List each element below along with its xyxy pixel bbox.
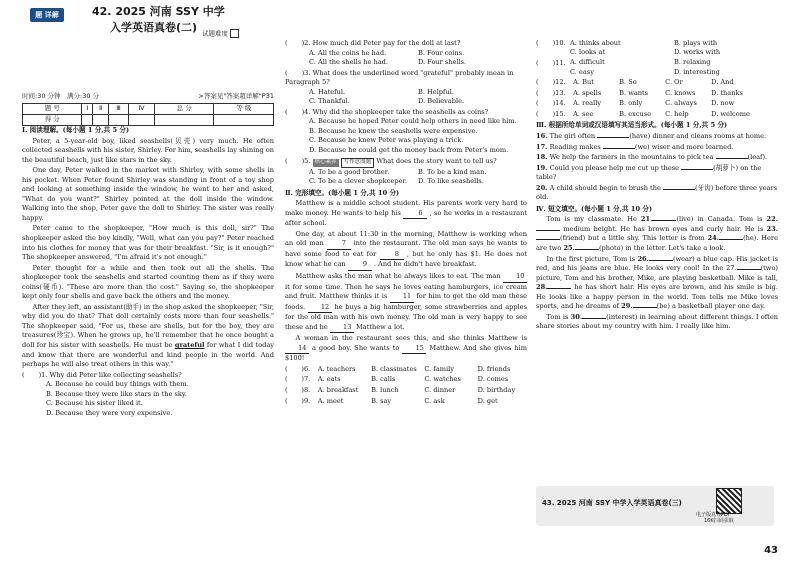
- cloze-options-12: ( ) 12. A. But B. So C. Or D. And: [536, 78, 778, 88]
- option[interactable]: A. breakfast: [317, 386, 359, 395]
- answer-blank[interactable]: [575, 249, 599, 250]
- blank-10[interactable]: 10: [503, 272, 527, 283]
- fill-item-18: 18. We help the farmers in the mountains to pick tea (leaf).: [536, 153, 768, 162]
- option[interactable]: C. looks at: [570, 48, 606, 57]
- type-tag: 写作意图题: [341, 158, 375, 168]
- page-title: 42. 2025 河南 SSY 中学: [92, 5, 225, 18]
- option[interactable]: C. All the shells he had.: [309, 58, 388, 67]
- option[interactable]: C. To be a clever shopkeeper.: [309, 177, 408, 186]
- next-exam-banner[interactable]: [536, 486, 774, 526]
- answer-reference: >答案见"答案超详解"P31: [198, 92, 274, 100]
- option[interactable]: B. So: [619, 78, 637, 87]
- fill-item-16: 16. The girl often (have) dinner and cleans rooms at home.: [536, 132, 767, 141]
- answer-blank[interactable]: [737, 269, 761, 270]
- option[interactable]: A. Because he hoped Peter could help others in need like him.: [309, 117, 517, 126]
- underlined-word: grateful: [174, 341, 205, 350]
- cloze-options-10: ( )10.: [536, 39, 566, 47]
- option[interactable]: D. To like seashells.: [418, 177, 484, 186]
- option[interactable]: A. thinks about: [570, 38, 621, 47]
- section1-title: Ⅰ. 阅读理解。(每小题 1 分,共 5 分): [22, 126, 130, 134]
- option[interactable]: C. family: [424, 364, 454, 373]
- option[interactable]: D. And: [711, 78, 734, 87]
- skill-tag: 核心素养: [314, 158, 337, 165]
- option[interactable]: A. Because he could buy things with them.: [46, 380, 189, 389]
- option[interactable]: B. Four coins.: [418, 48, 465, 57]
- cloze-options-14: ( ) 14. A. really B. only C. always D. now: [536, 99, 778, 109]
- option[interactable]: B. say: [371, 396, 392, 405]
- score-cell: 题 号: [23, 104, 82, 115]
- blank-7[interactable]: 7: [327, 239, 351, 250]
- paragraph: Peter, a 5-year-old boy, liked seashells(贝壳) very much. He often collected seashells with his sister, Shirley. For him, seashells lay shining on the beautiful beach, just like stars in the sky.: [22, 136, 274, 164]
- option[interactable]: D. birthday: [477, 386, 516, 395]
- section4-title: Ⅳ. 短文填空。(每小题 1 分,共 10 分): [536, 204, 653, 213]
- cloze-options-11: ( )11.: [536, 58, 566, 67]
- option[interactable]: A. spells: [573, 88, 602, 97]
- option[interactable]: A. really: [573, 99, 602, 108]
- option[interactable]: C. help: [665, 109, 689, 118]
- option[interactable]: B. plays with: [674, 38, 718, 47]
- paragraph: Tom is my classmate. He 21. (live) in Canada. Tom is 22. medium height. He has brown eyes and curly hair. He is 23.(friend) but a little shy. This letter is from 24. (he). Here are two 25. (photo) in the letter. Let's take a look.: [536, 215, 779, 253]
- time-info: 时间:30 分钟 满分:30 分: [22, 92, 100, 100]
- blank-6[interactable]: 6: [403, 209, 427, 220]
- brand-logo: 题 详解: [30, 8, 64, 22]
- paragraph: Peter came to the shopkeeper, "How much is this doll, sir?" The shopkeeper asked the boy kindly, "Well, what can you pay?" Peter reached into his clothes for money that was for their breakfast. "Sir, is it enough?" The shopkeeper answered, "I'm afraid it's not enough.": [22, 224, 274, 262]
- blank-11[interactable]: 11: [390, 292, 414, 303]
- option[interactable]: B. relaxing: [674, 58, 711, 67]
- paragraph: A woman in the restaurant sees this, and she thinks Matthew is 14 a good boy. She wants to 15 Matthew. And she gives him $100!: [285, 334, 527, 363]
- option[interactable]: B. calls: [371, 375, 396, 384]
- option[interactable]: B. To be a kind man.: [418, 167, 487, 176]
- answer-blank[interactable]: [582, 318, 606, 319]
- score-table-header: [23, 104, 274, 115]
- option[interactable]: B. classmates: [371, 364, 417, 373]
- option[interactable]: A. But: [573, 78, 594, 87]
- option[interactable]: D. comes: [477, 375, 509, 384]
- option[interactable]: D. welcome: [711, 109, 750, 118]
- option[interactable]: B. only: [619, 99, 643, 108]
- option[interactable]: B. wants: [619, 88, 649, 97]
- paragraph: Matthew asks the man what he always likes to eat. The man 10 it for some time. Then he says he loves eating hamburgers, ice cream and fruit. Matthew thinks it is 11 for him to get the old man these foods. 12 he buys a big hamburger, some strawberries and apples for the old man with his own money. The old man is very happy to see these and he 13 Matthew a lot.: [285, 272, 527, 333]
- column-right: [536, 38, 778, 333]
- option[interactable]: C. Because his sister liked it.: [46, 399, 143, 408]
- question-3: ( )3. What does the underlined word "grateful" probably mean in Paragraph 5?: [285, 68, 514, 87]
- option[interactable]: D. Because he could get the money back from Peter's mom.: [309, 146, 509, 155]
- answer-blank[interactable]: [539, 99, 553, 109]
- paragraph: One day, at about 11:30 in the morning, Matthew is working when an old man 7 into the restaurant. The old man says he wants to have some food to eat for 8 , but he only has $1. He does not know what he can 9 . And he didn't have breakfast.: [285, 230, 527, 271]
- option[interactable]: C. knows: [665, 88, 696, 97]
- answer-blank[interactable]: [547, 288, 571, 289]
- paragraph: Matthew is a middle school student. His parents work very hard to make money. He wants to help his 6 , so he works in a restaurant after school.: [285, 199, 527, 228]
- answer-blank[interactable]: [536, 239, 560, 240]
- answer-blank[interactable]: [649, 260, 673, 261]
- question-2: ( )2. How much did Peter pay for the doll at last?: [285, 39, 461, 47]
- option[interactable]: D. now: [711, 99, 735, 108]
- option[interactable]: C. Because he knew Peter was playing a trick.: [309, 136, 464, 145]
- option[interactable]: C. always: [665, 99, 697, 108]
- option[interactable]: A. Hateful.: [309, 87, 346, 96]
- answer-blank[interactable]: [597, 137, 629, 138]
- option[interactable]: B. lunch: [371, 386, 399, 395]
- option[interactable]: B. Helpful.: [418, 87, 454, 96]
- score-cell: 总 分: [154, 104, 213, 115]
- option[interactable]: B. excuse: [619, 109, 652, 118]
- option[interactable]: C. Or: [665, 78, 683, 87]
- option[interactable]: D. Four shells.: [418, 58, 467, 67]
- qr-caption: 电子版真卷PDF: [696, 512, 731, 518]
- answer-blank[interactable]: [288, 375, 302, 385]
- answer-blank[interactable]: [716, 158, 748, 159]
- question-5: ( )5. 核心素养 写作意图题 What does the story want to tell us?: [285, 157, 527, 168]
- column-middle: [285, 38, 527, 406]
- difficulty-label: 试题难度: [202, 29, 239, 39]
- section2-title: Ⅱ. 完形填空。(每小题 1 分,共 10 分): [285, 188, 400, 197]
- answer-blank[interactable]: [539, 78, 553, 88]
- cloze-options-8: ( ) 8. A. breakfast B. lunch C. dinner D. birthday: [285, 386, 527, 396]
- blank-13[interactable]: 13: [330, 323, 354, 334]
- cloze-options-7: ( ) 7. A. eats B. calls C. watches D. comes: [285, 375, 527, 385]
- option[interactable]: C. easy: [570, 67, 594, 76]
- option[interactable]: D. Believable.: [418, 97, 465, 106]
- cloze-options-15: ( ) 15. A. see B. excuse C. help D. welcome: [536, 110, 778, 120]
- option[interactable]: B. Because they were like stars in the sky.: [46, 389, 187, 398]
- question-1: ( )1. Why did Peter like collecting seashells?: [22, 370, 182, 379]
- answer-blank[interactable]: [288, 397, 302, 407]
- fill-item-19: 19. Could you please help me cut up these (胡萝卜) on the table?: [536, 163, 762, 182]
- option[interactable]: D. works with: [674, 48, 721, 57]
- option[interactable]: C. watches: [424, 375, 461, 384]
- option[interactable]: A. eats: [317, 375, 341, 384]
- blank-8[interactable]: 8: [380, 250, 404, 261]
- answer-blank[interactable]: [288, 386, 302, 396]
- option[interactable]: A. To be a good brother.: [309, 167, 390, 176]
- option[interactable]: A. see: [573, 109, 594, 118]
- option[interactable]: D. interesting: [674, 67, 720, 76]
- cloze-options-13: ( ) 13. A. spells B. wants C. knows D. thanks: [536, 89, 778, 99]
- option[interactable]: C. ask: [424, 396, 445, 405]
- paragraph: In the first picture, Tom is 26. (wear) a blue cap. His jacket is red, and his jeans are blue. He looks very cool! In the 27. (two) picture, Tom and his brother, Mike, are playing basketball. Mike is tall, 28. he has short hair. His eyes are brown, and his smile is big. He looks like a happy person in the world. Tom tells me Mike loves sports, and he dreams of 29. (be) a basketball player one day.: [536, 254, 778, 311]
- answer-blank[interactable]: [288, 365, 302, 375]
- difficulty-icon: [230, 29, 239, 38]
- answer-blank[interactable]: [539, 89, 553, 99]
- answer-blank[interactable]: [663, 189, 695, 190]
- option[interactable]: A. difficult: [570, 58, 605, 67]
- paragraph: After they left, an assistant(助手) in the shop asked the shopkeeper, "Sir, why did you do that? That doll certainly costs more than four seashells." The shopkeeper said, "For us, these are shells, but for the boy, they are treasures(珍宝). When he grows up, he'll remember that he once bought a doll for his sister with seashells. He must be grateful for what I did today and know that there are wonderful and kind people in the world. And perhaps he will also treat others in this way.": [22, 302, 274, 369]
- page-subtitle: 入学英语真卷(二): [110, 21, 198, 34]
- option[interactable]: C. dinner: [424, 386, 456, 395]
- blank-15[interactable]: 15: [402, 344, 426, 355]
- question-4: ( )4. Why did the shopkeeper take the seashells as coins?: [285, 107, 489, 116]
- exam-meta: [22, 92, 274, 101]
- option[interactable]: B. Because he knew the seashells were expensive.: [309, 126, 478, 135]
- option[interactable]: D. Because they were very expensive.: [46, 408, 173, 417]
- answer-blank[interactable]: [652, 220, 676, 221]
- option[interactable]: A. teachers: [317, 364, 356, 373]
- cloze-options-9: ( ) 9. A. meet B. say C. ask D. get: [285, 397, 527, 407]
- score-cell: 等 级: [214, 104, 274, 115]
- option[interactable]: D. get: [477, 396, 498, 405]
- blank-9[interactable]: 9: [348, 260, 372, 271]
- option[interactable]: D. friends: [477, 364, 511, 373]
- paragraph: One day, Peter walked in the market with Shirley, with some shells in his pocket. When Peter found Shirley was standing in front of a toy shop and looking at something inside the window, he went to her and asked, "What do you want?" Shirley pointed at the doll inside the window. Walking into the shop, Peter gave the doll to Shirley. The sister was really happy.: [22, 166, 274, 222]
- option[interactable]: A. meet: [317, 396, 344, 405]
- option[interactable]: D. thanks: [711, 88, 743, 97]
- score-table: [22, 103, 274, 126]
- score-cell: Ⅱ: [93, 104, 109, 115]
- fill-item-17: 17. Reading makes (we) wiser and more learned.: [536, 142, 734, 151]
- answer-blank[interactable]: [681, 169, 713, 170]
- score-cell: Ⅳ: [129, 104, 155, 115]
- option[interactable]: A. All the coins he had.: [309, 48, 387, 57]
- fill-item-20: 20. A child should begin to brush the (牙齿) before three years old.: [536, 183, 778, 202]
- qr-caption: 16K扫码获取: [704, 518, 734, 524]
- banner-text: 43. 2025 河南 SSY 中学入学英语真卷(三): [542, 499, 682, 507]
- column-left: [22, 124, 274, 418]
- paragraph: Peter thought for a while and then took out all the shells. The shopkeeper took the seashells and started counting them as if they were coins(硬币). "These are more than the cost." Saying so, the shopkeeper kept only four shells and gave back the others and the money.: [22, 263, 274, 301]
- answer-blank[interactable]: [633, 307, 657, 308]
- answer-blank[interactable]: [539, 110, 553, 120]
- option[interactable]: C. Thankful.: [309, 97, 350, 106]
- page-number: 43: [764, 544, 778, 556]
- blank-12[interactable]: 12: [308, 303, 332, 314]
- answer-blank[interactable]: [536, 230, 560, 231]
- score-cell: Ⅰ: [82, 104, 93, 115]
- score-cell: 得 分: [23, 115, 82, 126]
- answer-blank[interactable]: [603, 148, 635, 149]
- score-cell: Ⅲ: [108, 104, 128, 115]
- section3-title: Ⅲ. 根据所给单词或汉语填写其适当形式。(每小题 1 分,共 5 分): [536, 121, 728, 130]
- paragraph: Tom is 30. (interest) in learning about different things. I often share stories about my country with him. I really like him.: [536, 312, 778, 331]
- blank-14[interactable]: 14: [285, 344, 309, 355]
- cloze-options-6: ( ) 6. A. teachers B. classmates C. family D. friends: [285, 365, 527, 375]
- qr-code-icon[interactable]: [716, 488, 742, 514]
- answer-blank[interactable]: [719, 239, 743, 240]
